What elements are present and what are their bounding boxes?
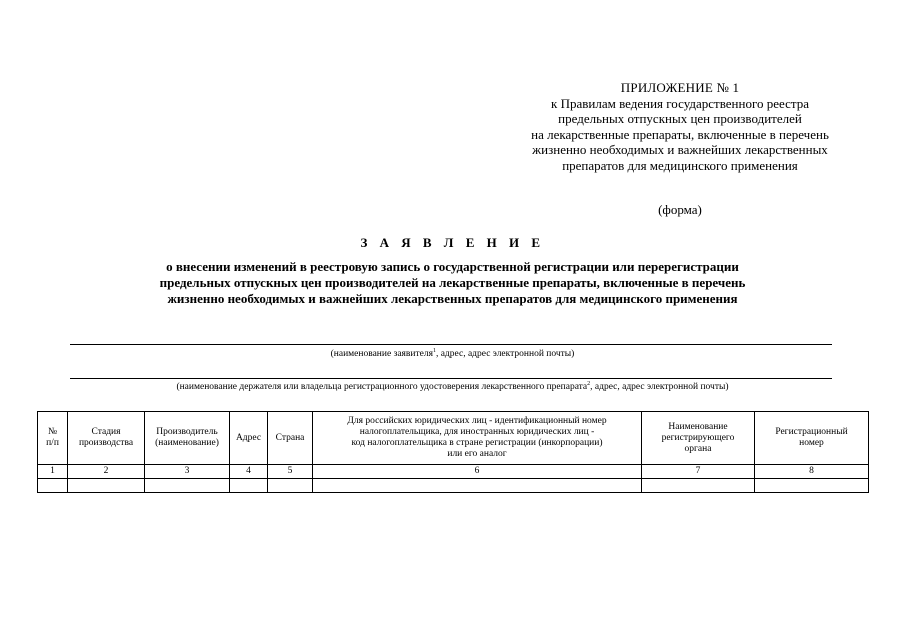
form-label: (форма) <box>658 202 702 217</box>
appendix-line: предельных отпускных цен производителей <box>558 111 802 126</box>
applicant-fill-line[interactable] <box>70 344 832 345</box>
table-row <box>38 479 869 493</box>
subtitle-line: о внесении изменений в реестровую запись о государственной регистрации или перерегистрации <box>166 259 739 274</box>
header-tax-id: Для российских юридических лиц - идентификационный номер налогоплательщика, для иностранных юридических лиц - код налогоплательщика в стране регистрации (инкорпорации) или его аналог <box>313 412 642 465</box>
table-cell[interactable] <box>38 479 68 493</box>
document-title: З А Я В Л Е Н И Е <box>360 235 545 250</box>
column-number: 7 <box>642 465 755 479</box>
table-cell[interactable] <box>642 479 755 493</box>
table-cell[interactable] <box>68 479 145 493</box>
header-registration-number: Регистрационный номер <box>755 412 869 465</box>
footnote-mark: 2 <box>587 381 591 387</box>
header-country: Страна <box>268 412 313 465</box>
registry-table <box>37 411 869 493</box>
footnote-mark: 1 <box>432 348 436 354</box>
column-number: 5 <box>268 465 313 479</box>
appendix-line: препаратов для медицинского применения <box>562 157 798 173</box>
header-number: № п/п <box>38 412 68 465</box>
holder-fill-line[interactable] <box>70 378 832 379</box>
table-row-numbers <box>38 465 869 479</box>
document-subtitle <box>60 259 845 307</box>
column-number: 1 <box>38 465 68 479</box>
column-number: 4 <box>230 465 268 479</box>
table-cell[interactable] <box>230 479 268 493</box>
table-cell[interactable] <box>268 479 313 493</box>
table-cell[interactable] <box>755 479 869 493</box>
subtitle-line: предельных отпускных цен производителей на лекарственные препараты, включенные в перечень <box>159 275 746 290</box>
holder-caption: (наименование держателя или владельца регистрационного удостоверения лекарственного препарата$^2$, адрес, адрес электронной почты) <box>176 381 729 393</box>
column-number: 2 <box>68 465 145 479</box>
appendix-line: к Правилам ведения государственного реестра <box>551 95 809 111</box>
appendix-title: ПРИЛОЖЕНИЕ № 1 <box>620 80 740 95</box>
appendix-line: на лекарственные препараты, включенные в перечень <box>531 126 829 142</box>
subtitle-line: жизненно необходимых и важнейших лекарственных препаратов для медицинского применения <box>167 291 738 306</box>
table-header-row <box>38 412 869 465</box>
header-stage: Стадия производства <box>68 412 145 465</box>
appendix-block <box>470 80 890 173</box>
header-manufacturer: Производитель (наименование) <box>145 412 230 465</box>
column-number: 8 <box>755 465 869 479</box>
applicant-caption: (наименование заявителя$^1$, адрес, адрес электронной почты) <box>330 348 575 360</box>
column-number: 3 <box>145 465 230 479</box>
header-address: Адрес <box>230 412 268 465</box>
appendix-line: жизненно необходимых и важнейших лекарственных <box>532 142 828 157</box>
header-registering-authority: Наименование регистрирующего органа <box>642 412 755 465</box>
table-cell[interactable] <box>145 479 230 493</box>
table-cell[interactable] <box>313 479 642 493</box>
column-number: 6 <box>313 465 642 479</box>
